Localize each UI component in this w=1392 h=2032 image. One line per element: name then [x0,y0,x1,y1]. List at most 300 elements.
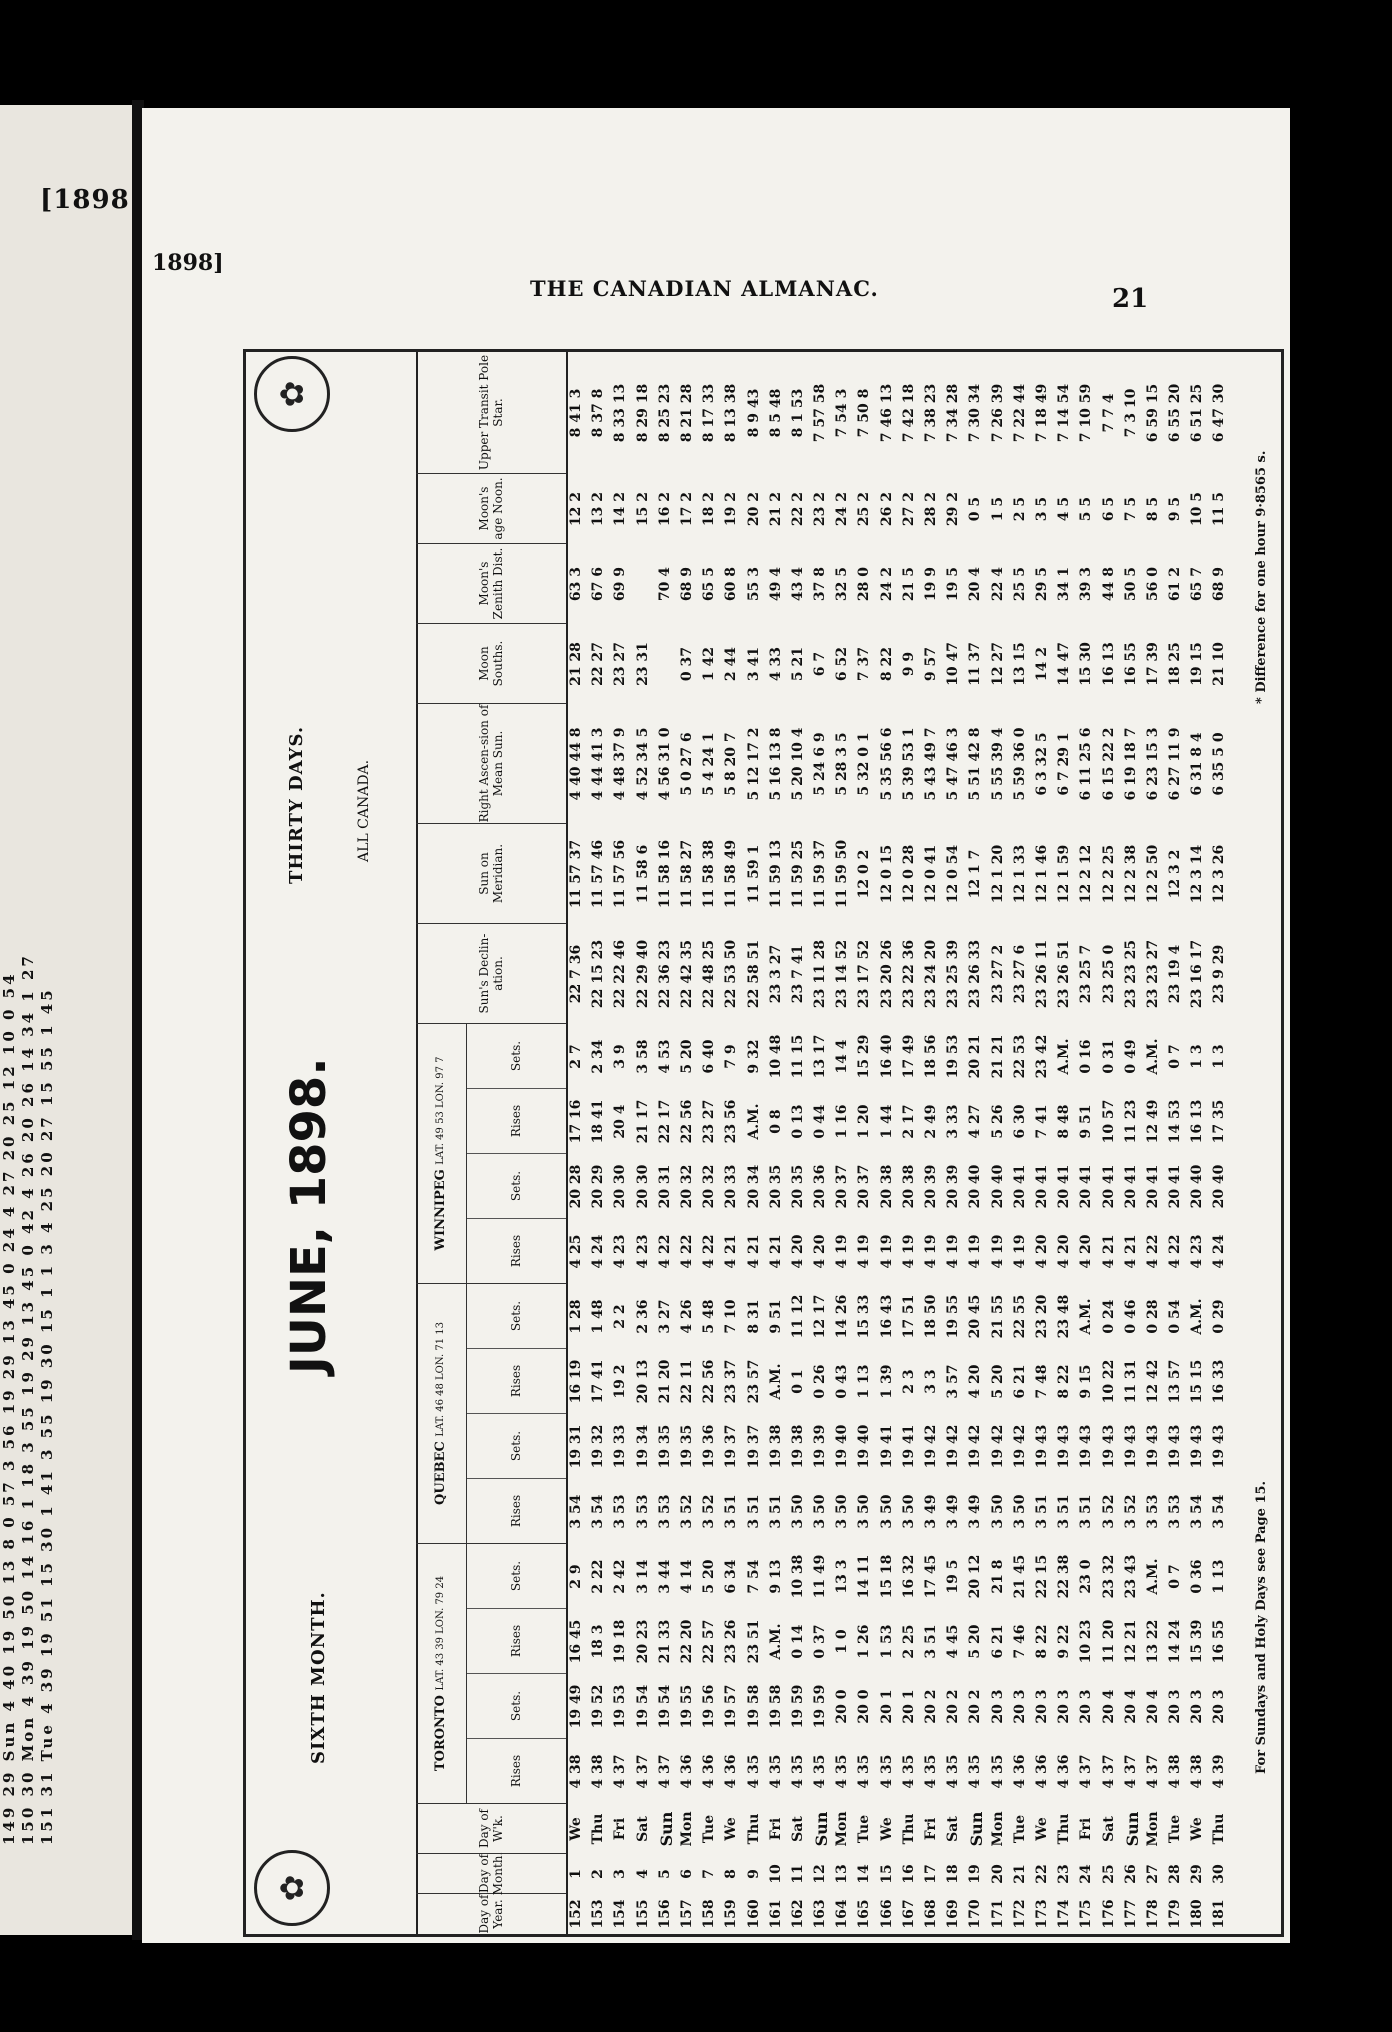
cell-ra: 5 16 13 8 [767,727,784,801]
cell-dec: 22 15 23 [590,939,607,1009]
cell-pole: 7 22 44 [1011,383,1028,443]
cell-pole: 7 7 4 [1100,393,1117,433]
cell-wsr: 4 19 [989,1234,1006,1269]
cell-mer: 11 58 27 [678,839,695,909]
cell-doy: 158 [701,1899,718,1929]
cell-ms: 0 37 [678,646,695,682]
cell-pole: 7 42 18 [900,383,917,443]
cell-tss: 19 53 [612,1684,629,1729]
cell-tms: 3 14 [634,1559,651,1594]
cell-wms: 7 9 [723,1044,740,1069]
cell-dom: 19 [967,1864,984,1884]
cell-mer: 12 3 26 [1211,844,1228,904]
cell-qsr: 3 49 [923,1494,939,1529]
cell-ms: 17 39 [1144,642,1161,686]
cell-wss: 20 32 [678,1164,695,1209]
cell-qmr: 3 57 [945,1364,962,1399]
column-header [416,352,568,1934]
cell-zd: 34 1 [1056,566,1073,602]
cell-doy: 165 [856,1899,873,1929]
cell-dec: 22 7 36 [568,944,584,1004]
cell-wss: 20 35 [767,1164,784,1209]
cell-tss: 20 1 [900,1689,917,1724]
cell-wmr: 17 16 [568,1099,584,1144]
cell-wms: 2 34 [590,1039,607,1074]
cell-tss: 19 54 [656,1684,673,1729]
running-head [142,170,1290,314]
cell-qms: 4 26 [678,1299,695,1334]
cell-dow: Mon [678,1811,695,1847]
cell-ms: 3 41 [745,646,762,682]
cell-tmr: 5 20 [967,1624,984,1659]
cell-zd: 61 2 [1167,566,1184,602]
cell-qmr: 2 3 [900,1369,917,1394]
cell-dec: 23 26 51 [1056,939,1073,1009]
cell-age: 2 5 [1011,496,1028,522]
cell-wsr: 4 22 [678,1234,695,1269]
cell-mer: 12 3 14 [1189,844,1206,904]
cell-ms: 14 47 [1056,642,1073,686]
cell-age: 5 5 [1078,496,1095,522]
cell-age: 9 5 [1167,496,1184,522]
cell-qmr: 5 20 [989,1364,1006,1399]
cell-wms: 5 20 [678,1039,695,1074]
cell-tmr: 12 21 [1122,1619,1139,1664]
cell-dom: 7 [701,1869,718,1879]
cell-ra: 5 47 46 3 [945,727,962,801]
cell-pole: 7 38 23 [923,383,939,443]
cell-wms: A.M. [1056,1038,1073,1075]
cell-qms: 8 31 [745,1299,762,1334]
cell-ms: 18 25 [1167,642,1184,686]
cell-qsr: 3 54 [1189,1494,1206,1529]
cell-tms: 15 18 [878,1554,895,1599]
table-row [1032,352,1054,1934]
cell-wmr: 0 8 [767,1109,784,1134]
cell-mer: 12 0 15 [878,844,895,904]
cell-zd: 32 5 [834,566,851,602]
cell-age: 28 2 [923,491,939,527]
cell-doy: 174 [1056,1899,1073,1929]
cell-tms: 1 13 [1211,1559,1228,1594]
cell-qsr: 3 50 [989,1494,1006,1529]
cell-doy: 168 [923,1899,939,1929]
cell-qsr: 3 52 [678,1494,695,1529]
header-label: Sun on Meridian. [477,843,505,904]
cell-dom: 14 [856,1864,873,1884]
cell-tms: 0 7 [1167,1564,1184,1589]
cell-ra: 5 39 53 1 [900,727,917,801]
cell-qss: 19 41 [878,1424,895,1469]
cell-doy: 160 [745,1899,762,1929]
cell-qsr: 3 51 [723,1494,740,1529]
cell-tss: 20 4 [1144,1689,1161,1724]
cell-dom: 8 [723,1869,740,1879]
cell-doy: 166 [878,1899,895,1929]
cell-doy: 173 [1033,1899,1050,1929]
cell-wsr: 4 23 [612,1234,629,1269]
cell-tms: 2 9 [568,1564,584,1589]
cell-dec: 22 22 46 [612,939,629,1009]
cell-wss: 20 32 [701,1164,718,1209]
cell-age: 12 2 [568,491,584,527]
cell-qss: 19 37 [745,1424,762,1469]
cell-ms: 12 27 [989,642,1006,686]
cell-wsr: 4 22 [1144,1234,1161,1269]
cell-doy: 156 [656,1899,673,1929]
cell-wms: 16 40 [878,1034,895,1079]
cell-mer: 12 1 33 [1011,844,1028,904]
cell-age: 24 2 [834,491,851,527]
cell-ra: 6 7 29 1 [1056,732,1073,796]
moon-sets-header: Sets. [467,1284,566,1349]
cell-pole: 7 46 13 [878,383,895,443]
cell-tsr: 4 39 [1211,1754,1228,1789]
cell-dom: 9 [745,1869,762,1879]
cell-qmr: 15 15 [1189,1359,1206,1404]
cell-qms: 7 10 [723,1299,740,1334]
cell-wmr: A.M. [745,1103,762,1140]
cell-dow: Sat [1100,1816,1117,1842]
cell-doy: 159 [723,1899,740,1929]
cell-zd: 49 4 [767,566,784,602]
cell-wss: 20 41 [1033,1164,1050,1209]
almanac-page [142,108,1290,1943]
cell-dec: 23 27 2 [989,944,1006,1004]
cell-pole: 7 30 34 [967,383,984,443]
cell-wmr: 9 51 [1078,1104,1095,1139]
cell-tsr: 4 38 [590,1754,607,1789]
cell-qss: 19 43 [1033,1424,1050,1469]
cell-doy: 162 [789,1899,806,1929]
cell-tsr: 4 35 [945,1754,962,1789]
cell-tms: 3 44 [656,1559,673,1594]
cell-age: 16 2 [656,491,673,527]
cell-pole: 8 1 53 [789,388,806,438]
table-row [677,352,699,1934]
cell-pole: 7 50 8 [856,388,873,438]
cell-wss: 20 40 [1211,1164,1228,1209]
cell-wss: 20 33 [723,1164,740,1209]
cell-ra: 4 56 31 0 [656,727,673,801]
cell-dec: 23 23 25 [1122,939,1139,1009]
cell-qms: 20 45 [967,1294,984,1339]
cell-tms: 9 13 [767,1559,784,1594]
cell-dow: Fri [767,1817,784,1841]
table-row [1099,352,1121,1934]
cell-tmr: 9 22 [1056,1624,1073,1659]
cell-qsr: 3 53 [634,1494,651,1529]
footnote-sundays: For Sundays and Holy Days see Page 15. [1254,1480,1269,1774]
cell-tss: 20 2 [923,1689,939,1724]
running-head-title: THE CANADIAN ALMANAC. [530,276,879,301]
cell-wms: 3 58 [634,1039,651,1074]
cell-tsr: 4 36 [1056,1754,1073,1789]
cell-tsr: 4 37 [634,1754,651,1789]
cell-ms: 4 33 [767,646,784,682]
cell-ra: 6 23 15 3 [1144,727,1161,801]
cell-doy: 154 [612,1899,629,1929]
cell-dom: 27 [1144,1864,1161,1884]
cell-tmr: 1 0 [834,1629,851,1654]
cell-wss: 20 39 [923,1164,939,1209]
cell-qms: 23 20 [1033,1294,1050,1339]
cell-mer: 12 1 20 [989,844,1006,904]
cell-qmr: 16 33 [1211,1359,1228,1404]
cell-qsr: 3 53 [612,1494,629,1529]
cell-tms: A.M. [1144,1558,1161,1595]
cell-age: 3 5 [1033,496,1050,522]
cell-dec: 23 17 52 [856,939,873,1009]
fragment-line: 150 30 Mon 4 39 19 50 14 16 1 18 3 55 19 29 13 45 0 42 4 26 20 26 14 34 1 27 [19,953,37,1845]
cell-dom: 21 [1011,1864,1028,1884]
cell-tss: 19 52 [590,1684,607,1729]
cell-age: 0 5 [967,496,984,522]
cell-dow: We [878,1817,895,1841]
cell-ra: 5 35 56 6 [878,727,895,801]
cell-zd: 56 0 [1144,566,1161,602]
cell-tmr: 15 39 [1189,1619,1206,1664]
cell-qms: 0 46 [1122,1299,1139,1334]
table-row [1076,352,1098,1934]
cell-qmr: 0 43 [834,1364,851,1399]
cell-dom: 29 [1189,1864,1206,1884]
cell-ra: 5 43 49 7 [923,727,939,801]
cell-tsr: 4 35 [789,1754,806,1789]
cell-tss: 20 4 [1100,1689,1117,1724]
cell-age: 18 2 [701,491,718,527]
cell-age: 26 2 [878,491,895,527]
cell-tsr: 4 36 [723,1754,740,1789]
cell-ms: 13 15 [1011,642,1028,686]
cell-age: 29 2 [945,491,962,527]
cell-qms: 0 24 [1100,1299,1117,1334]
cell-ra: 5 55 39 4 [989,727,1006,801]
cell-qms: 17 51 [900,1294,917,1339]
cell-wsr: 4 19 [856,1234,873,1269]
cell-doy: 157 [678,1899,695,1929]
cell-tmr: A.M. [767,1623,784,1660]
cell-zd: 68 9 [1211,566,1228,602]
moon-sets-header: Sets. [467,1024,566,1089]
cell-tmr: 16 45 [568,1619,584,1664]
previous-page-year: [1898 [40,185,130,215]
cell-dom: 13 [834,1864,851,1884]
cell-wsr: 4 19 [1011,1234,1028,1269]
cell-tms: 7 54 [745,1559,762,1594]
cell-qss: 19 43 [1189,1424,1206,1469]
cell-zd: 65 5 [701,566,718,602]
cell-qsr: 3 54 [1211,1494,1228,1529]
cell-dom: 15 [878,1864,895,1884]
cell-wsr: 4 22 [701,1234,718,1269]
cell-wms: 15 29 [856,1034,873,1079]
cell-pole: 8 5 48 [767,388,784,438]
cell-zd: 63 3 [568,566,584,602]
cell-qms: 2 36 [634,1299,651,1334]
cell-wss: 20 41 [1011,1164,1028,1209]
cell-tsr: 4 37 [612,1754,629,1789]
header-right-ascension [416,704,566,824]
cell-age: 23 2 [812,491,829,527]
cell-dec: 22 53 50 [723,939,740,1009]
cell-mer: 11 59 1 [745,844,762,904]
cell-tmr: 23 26 [723,1619,740,1664]
cell-ra: 4 52 34 5 [634,727,651,801]
cell-dow: Fri [923,1817,939,1841]
table-row [1010,352,1032,1934]
cell-qmr: A.M. [767,1363,784,1400]
cell-dom: 11 [789,1864,806,1884]
cell-wsr: 4 20 [789,1234,806,1269]
cell-wmr: 0 44 [812,1104,829,1139]
cell-qmr: 23 57 [745,1359,762,1404]
cell-tms: 4 14 [678,1559,695,1594]
cell-dom: 3 [612,1869,629,1879]
cell-qsr: 3 50 [878,1494,895,1529]
cell-qms: 21 55 [989,1294,1006,1339]
cell-ms: 21 10 [1211,642,1228,686]
moon-rises-header: Rises [467,1349,566,1414]
cell-ms: 7 37 [856,646,873,682]
cell-tss: 20 2 [945,1689,962,1724]
cell-qss: 19 36 [701,1424,718,1469]
cell-wsr: 4 23 [1189,1234,1206,1269]
header-label: Moon Souths. [477,640,505,687]
cell-qsr: 3 53 [1144,1494,1161,1529]
cell-tmr: 0 37 [812,1624,829,1659]
cell-tss: 20 3 [1211,1689,1228,1724]
cell-mer: 12 2 50 [1144,844,1161,904]
cell-ms: 8 22 [878,646,895,682]
cell-dec: 23 26 11 [1033,939,1050,1009]
table-row [655,352,677,1934]
cell-dow: Tue [856,1814,873,1844]
cell-qsr: 3 51 [745,1494,762,1529]
cell-zd: 28 0 [856,566,873,602]
cell-tmr: 22 20 [678,1619,695,1664]
cell-qmr: 23 37 [723,1359,740,1404]
cell-tms: 16 32 [900,1554,917,1599]
cell-tsr: 4 36 [701,1754,718,1789]
cell-tsr: 4 35 [812,1754,829,1789]
cell-dec: 22 58 51 [745,939,762,1009]
rotated-table-content [246,352,1281,1934]
cell-dow: Thu [1211,1813,1228,1845]
cell-tmr: 23 51 [745,1619,762,1664]
cell-dec: 23 25 0 [1100,944,1117,1004]
cell-ra: 5 12 17 2 [745,727,762,801]
table-row [810,352,832,1934]
cell-qss: 19 42 [967,1424,984,1469]
cell-dec: 22 48 25 [701,939,718,1009]
cell-age: 1 5 [989,496,1006,522]
cell-dom: 30 [1211,1864,1228,1884]
cell-zd: 22 4 [989,566,1006,602]
cell-ra: 5 28 3 5 [834,732,851,796]
cell-doy: 164 [834,1899,851,1929]
cell-pole: 7 14 54 [1056,383,1073,443]
cell-wmr: 21 17 [634,1099,651,1144]
cell-tms: 6 34 [723,1559,740,1594]
cell-tms: 21 8 [989,1559,1006,1594]
cell-tss: 20 0 [856,1689,873,1724]
cell-pole: 8 17 33 [701,383,718,443]
cell-qms: 1 28 [568,1299,584,1334]
cell-dom: 4 [634,1869,651,1879]
table-row [721,352,743,1934]
cell-ra: 5 8 20 7 [723,732,740,796]
cell-dom: 24 [1078,1864,1095,1884]
cell-qss: 19 35 [656,1424,673,1469]
cell-wms: A.M. [1144,1038,1161,1075]
cell-ra: 5 20 10 4 [789,727,806,801]
cell-qms: A.M. [1189,1298,1206,1335]
cell-wss: 20 41 [1078,1164,1095,1209]
cell-tmr: 11 20 [1100,1619,1117,1664]
cell-age: 13 2 [590,491,607,527]
cell-wms: 6 40 [701,1039,718,1074]
cell-wss: 20 38 [900,1164,917,1209]
footnote-difference: * Difference for one hour 9·8565 s. [1254,450,1269,704]
table-row [965,352,987,1934]
cell-tsr: 4 38 [1189,1754,1206,1789]
cell-doy: 180 [1189,1899,1206,1929]
cell-mer: 12 2 25 [1100,844,1117,904]
table-row [899,352,921,1934]
header-zenith [416,544,566,624]
cell-tss: 19 55 [678,1684,695,1729]
cell-mer: 12 0 2 [856,849,873,899]
cell-dom: 17 [923,1864,939,1884]
header-pole-star [416,352,566,474]
cell-tsr: 4 35 [745,1754,762,1789]
cell-age: 27 2 [900,491,917,527]
month-title: JUNE, 1898. [281,1057,337,1374]
header-declination [416,924,566,1024]
cell-dom: 6 [678,1869,695,1879]
header-label: Moon's Zenith Dist. [477,547,505,620]
cell-wss: 20 37 [834,1164,851,1209]
cell-wss: 20 34 [745,1164,762,1209]
cell-doy: 163 [812,1899,829,1929]
cell-ra: 5 0 27 6 [678,732,695,796]
cell-tsr: 4 37 [1100,1754,1117,1789]
cell-qss: 19 43 [1056,1424,1073,1469]
cell-dow: We [723,1817,740,1841]
cell-pole: 7 57 58 [812,383,829,443]
cell-mer: 11 58 6 [634,844,651,904]
cell-qsr: 3 54 [590,1494,607,1529]
cell-age: 10 5 [1189,491,1206,527]
cell-mer: 12 1 7 [967,849,984,899]
cell-qmr: 22 56 [701,1359,718,1404]
fragment-line: 151 31 Tue 4 39 19 51 15 30 1 41 3 55 19 30 15 1 1 3 4 25 20 27 15 55 1 45 [38,987,56,1845]
cell-wsr: 4 20 [812,1234,829,1269]
cell-dom: 1 [568,1869,584,1879]
cell-qms: 18 50 [923,1294,939,1339]
cell-dow: Sat [634,1816,651,1842]
cell-qss: 19 43 [1167,1424,1184,1469]
region-label: ALL CANADA. [356,759,372,862]
cell-dec: 23 25 7 [1078,944,1095,1004]
header-label: Right Ascen-sion of Mean Sun. [477,704,505,823]
days-label: THIRTY DAYS. [286,725,307,884]
cell-tsr: 4 35 [989,1754,1006,1789]
cell-qss: 19 35 [678,1424,695,1469]
cell-age: 19 2 [723,491,740,527]
cell-tmr: 21 33 [656,1619,673,1664]
